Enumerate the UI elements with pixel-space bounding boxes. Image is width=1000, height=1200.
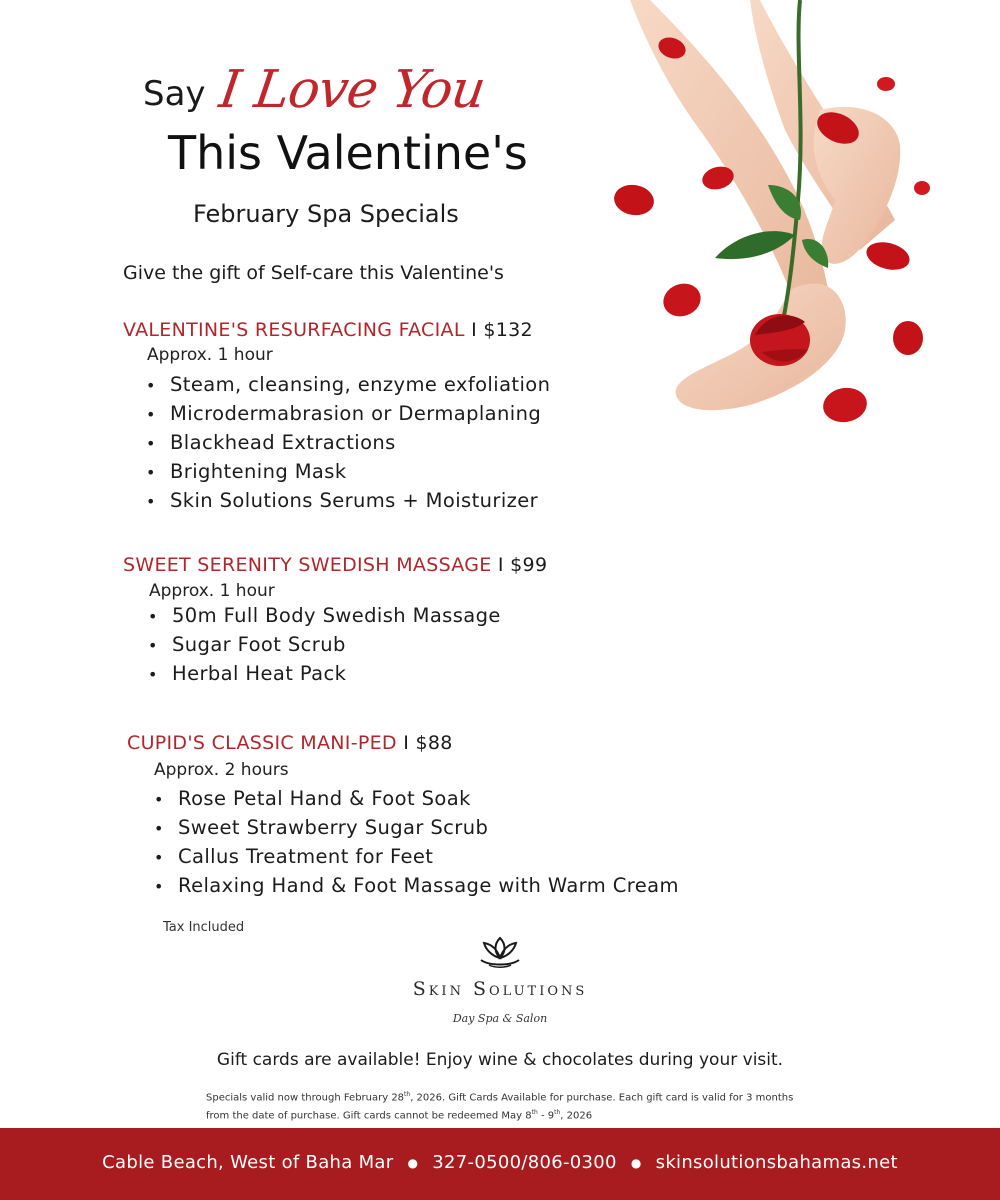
service-name: CUPID'S CLASSIC MANI-PED xyxy=(127,732,397,754)
service-title-facial xyxy=(123,319,533,341)
service-duration: Approx. 2 hours xyxy=(154,760,289,780)
service-price: $132 xyxy=(483,319,533,341)
footer-website-link[interactable]: skinsolutionsbahamas.net xyxy=(655,1152,898,1173)
footer-phone[interactable]: 327-0500/806-0300 xyxy=(432,1152,617,1173)
fine-print-text: , 2026 xyxy=(560,1110,593,1122)
service-name: VALENTINE'S RESURFACING FACIAL xyxy=(123,319,465,341)
list-item: • Callus Treatment for Feet xyxy=(154,842,679,871)
service-title-mani-ped xyxy=(127,732,453,754)
lotus-logo-icon xyxy=(477,934,523,970)
service-separator: I xyxy=(403,732,410,754)
service-title-massage xyxy=(123,554,547,576)
list-item: • 50m Full Body Swedish Massage xyxy=(148,601,501,630)
brand-tagline: Day Spa & Salon xyxy=(452,1012,548,1025)
service-duration: Approx. 1 hour xyxy=(147,345,273,365)
bullet-separator-icon: ● xyxy=(407,1156,419,1170)
brand-name-text: Skin Solutions xyxy=(412,978,588,1000)
fine-print-text: - 9 xyxy=(537,1110,555,1122)
ordinal-suffix: th xyxy=(404,1091,411,1098)
service-items-facial xyxy=(146,370,550,515)
footer-bar xyxy=(0,1128,1000,1200)
heading-love-script: I Love You xyxy=(215,60,489,120)
list-item: • Relaxing Hand & Foot Massage with Warm Cream xyxy=(154,871,679,900)
list-item: • Microdermabrasion or Dermaplaning xyxy=(146,399,550,428)
list-item: • Rose Petal Hand & Foot Soak xyxy=(154,784,679,813)
list-item: • Steam, cleansing, enzyme exfoliation xyxy=(146,370,550,399)
service-name: SWEET SERENITY SWEDISH MASSAGE xyxy=(123,554,492,576)
list-item: • Brightening Mask xyxy=(146,457,550,486)
brand-name xyxy=(0,978,1000,1000)
footer-location: Cable Beach, West of Baha Mar xyxy=(102,1152,394,1173)
service-items-massage xyxy=(148,601,501,688)
footer-contact xyxy=(0,1152,1000,1173)
page-subtitle: February Spa Specials xyxy=(193,200,459,228)
service-duration: Approx. 1 hour xyxy=(149,581,275,601)
tagline: Give the gift of Self-care this Valentine's xyxy=(123,262,504,284)
bullet-separator-icon: ● xyxy=(630,1156,642,1170)
list-item: • Sweet Strawberry Sugar Scrub xyxy=(154,813,679,842)
ordinal-suffix: th xyxy=(531,1109,538,1117)
hero-feet-rose-image xyxy=(590,0,1000,470)
list-item: • Skin Solutions Serums + Moisturizer xyxy=(146,486,550,515)
list-item: • Sugar Foot Scrub xyxy=(148,630,501,659)
fine-print-text: Specials valid now through February 28 xyxy=(206,1092,405,1104)
service-separator: I xyxy=(471,319,477,341)
service-price: $99 xyxy=(510,554,548,576)
service-price: $88 xyxy=(415,732,453,754)
service-items-mani-ped xyxy=(154,784,679,900)
heading-say: Say xyxy=(143,74,206,114)
gift-card-notice: Gift cards are available! Enjoy wine & chocolates during your visit. xyxy=(216,1050,784,1070)
list-item: • Blackhead Extractions xyxy=(146,428,550,457)
heading-valentines: This Valentine's xyxy=(168,126,528,180)
list-item: • Herbal Heat Pack xyxy=(148,659,501,688)
fine-print-text: , 2026. Gift Cards Available for purchase. Each gift card is valid for 3 months from the date of purchase. Gift cards cannot be redeemed May 8 xyxy=(206,1092,794,1122)
ordinal-suffix: th xyxy=(554,1109,561,1117)
fine-print xyxy=(206,1087,806,1124)
service-separator: I xyxy=(497,554,504,576)
tax-note: Tax Included xyxy=(163,920,245,935)
